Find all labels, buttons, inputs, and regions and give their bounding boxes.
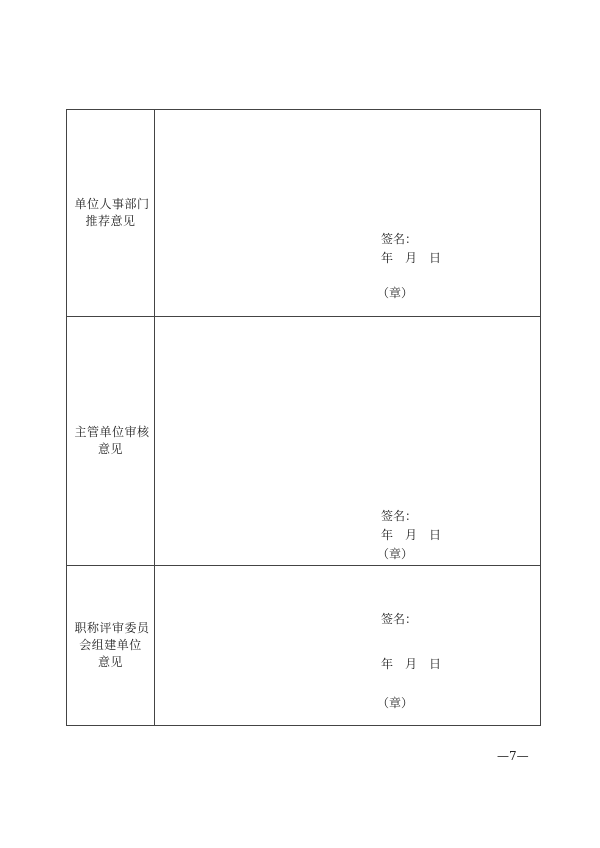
table-row [67,110,540,317]
page-number: —7— [497,749,529,763]
row-label-line: 会组建单位 [79,638,142,652]
day-label: 日 [429,528,442,542]
date-line [381,251,441,266]
signature-label: 签名： [381,509,418,523]
seal-label: （章） [377,286,414,300]
seal-label: （章） [377,696,414,710]
row-label [74,424,150,458]
row-label-cell [67,317,155,565]
signature-label: 签名： [381,612,418,626]
table-row [67,317,540,566]
month-label: 月 [405,251,418,265]
row-label [74,196,150,230]
opinion-form-table [66,109,541,726]
date-line [381,657,441,672]
day-label: 日 [429,657,442,671]
row-label-cell [67,566,155,725]
row-label-line: 意见 [97,442,123,456]
row-label-line: 意见 [97,655,123,669]
opinion-field[interactable] [155,566,540,725]
year-label: 年 [381,657,394,671]
day-label: 日 [429,251,442,265]
row-label-cell [67,110,155,316]
row-label-line: 主管单位审核 [74,425,150,439]
row-label-line: 职称评审委员 [74,621,150,635]
signature-label: 签名： [381,232,418,246]
opinion-field[interactable] [155,110,540,316]
year-label: 年 [381,251,394,265]
month-label: 月 [405,528,418,542]
seal-label: （章） [377,547,414,561]
year-label: 年 [381,528,394,542]
opinion-field[interactable] [155,317,540,565]
date-line [381,528,441,543]
table-row [67,566,540,725]
row-label [74,620,150,671]
row-label-line: 单位人事部门 [74,197,150,211]
month-label: 月 [405,657,418,671]
row-label-line: 推荐意见 [85,214,136,228]
